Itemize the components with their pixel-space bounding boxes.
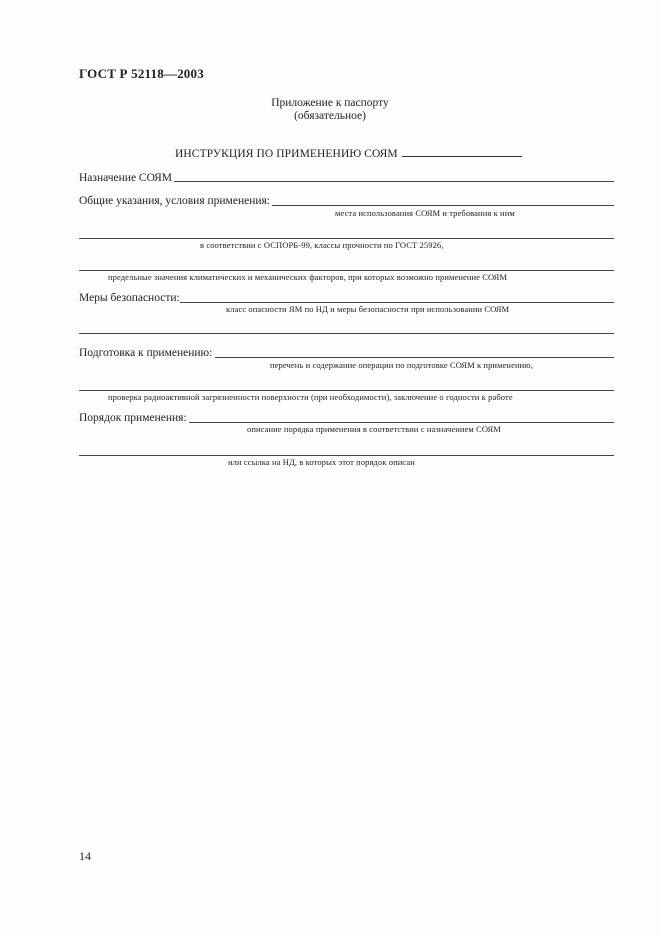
safety-measures-field[interactable] — [180, 302, 614, 303]
preparation-field[interactable] — [215, 357, 614, 358]
preparation-field-2[interactable] — [79, 390, 614, 391]
preparation-label: Подготовка к применению: — [79, 347, 213, 359]
usage-order-note-description: описание порядка применения в соответствии с назначением СОЯМ — [247, 424, 501, 434]
usage-order-note-reference: или ссылка на НД, в которых этот порядок описан — [228, 457, 415, 467]
preparation-note-contamination-check: проверка радиоактивной загрязненности поверхности (при необходимости), заключение о годности к работе — [108, 392, 513, 402]
purpose-label: Назначение СОЯМ — [79, 172, 172, 184]
form-title-text: ИНСТРУКЦИЯ ПО ПРИМЕНЕНИЮ СОЯМ — [175, 148, 398, 160]
usage-order-label: Порядок применения: — [79, 412, 187, 424]
general-instructions-field[interactable] — [272, 205, 614, 206]
safety-measures-label: Меры безопасности: — [79, 292, 180, 304]
usage-order-field[interactable] — [189, 422, 614, 423]
title-blank-line[interactable] — [402, 146, 522, 157]
standard-header: ГОСТ Р 52118—2003 — [79, 66, 204, 81]
general-note-usage-places: места использования СОЯМ и требования к ним — [335, 208, 515, 218]
safety-measures-field-2[interactable] — [79, 333, 614, 334]
general-instructions-field-3[interactable] — [79, 270, 614, 271]
preparation-note-operations: перечень и содержание операции по подготовке СОЯМ к применению, — [270, 360, 533, 370]
general-note-osporb: в соответствии с ОСПОРБ-99, классы прочности по ГОСТ 25926, — [200, 240, 444, 250]
usage-order-field-2[interactable] — [79, 455, 614, 456]
appendix-label: Приложение к паспорту — [271, 97, 389, 109]
purpose-field[interactable] — [174, 181, 614, 182]
form-title — [175, 146, 522, 160]
page-number: 14 — [79, 849, 91, 863]
safety-note-hazard-class: класс опасности ЯМ по НД и меры безопасности при использовании СОЯМ — [226, 304, 510, 314]
general-note-climatic-limits: предельные значения климатических и механических факторов, при которых возможно применение СОЯМ — [108, 272, 508, 282]
appendix-mandatory-note: (обязательное) — [294, 110, 366, 122]
general-instructions-label: Общие указания, условия применения: — [79, 195, 270, 207]
general-instructions-field-2[interactable] — [79, 238, 614, 239]
